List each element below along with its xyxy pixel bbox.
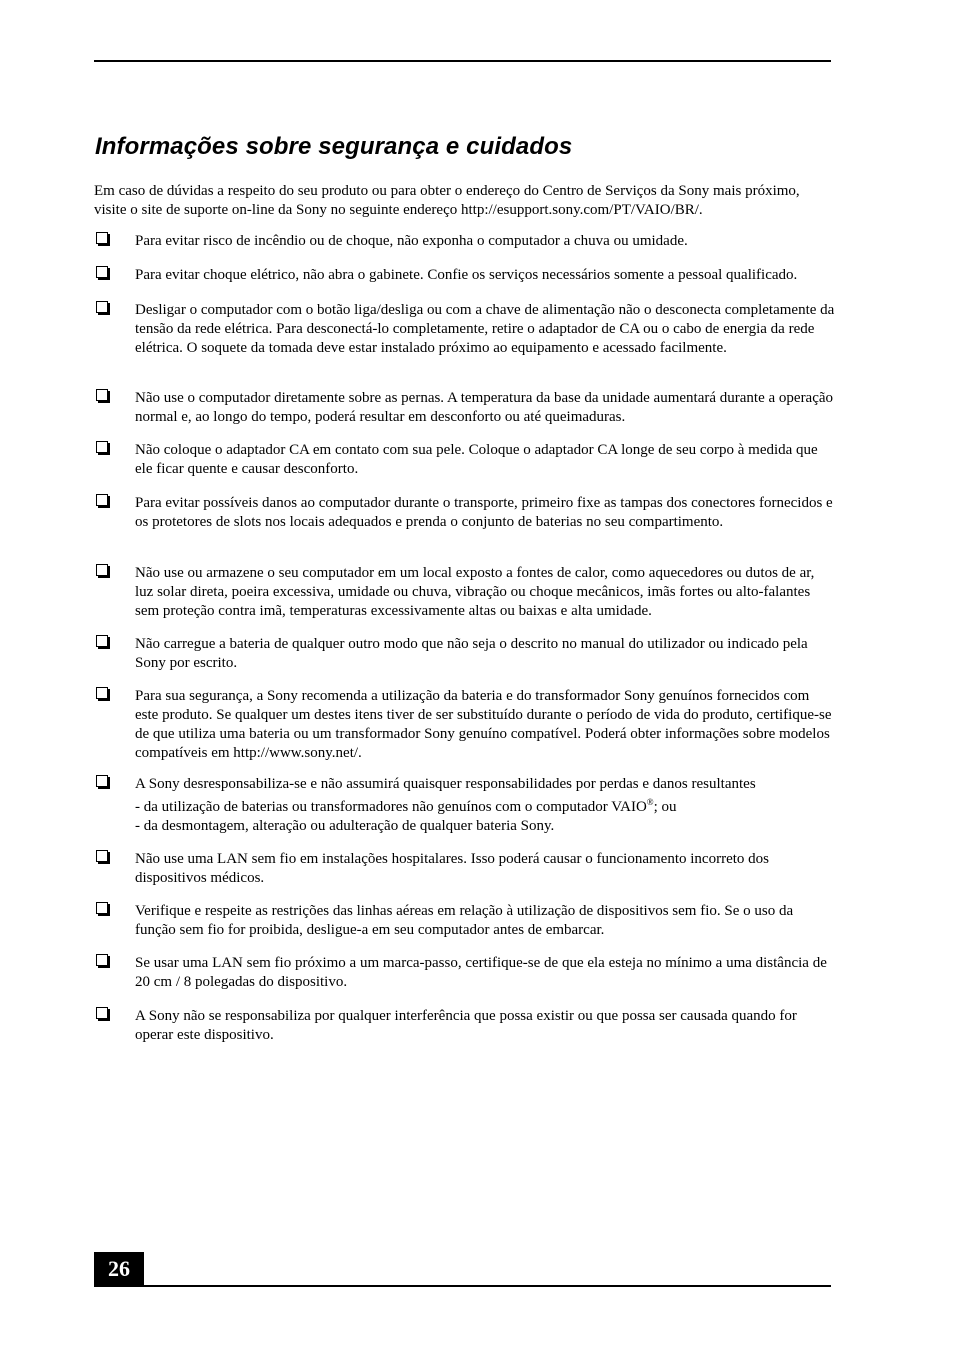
checkbox-bullet-icon [96,850,108,862]
page-title: Informações sobre segurança e cuidados [95,133,573,160]
checkbox-bullet-icon [96,232,108,244]
list-item-text: Se usar uma LAN sem fio próximo a um marca-passo, certifique-se de que ela esteja no mínimo a uma distância de 20 cm / 8 polegadas do dispositivo. [135,955,827,990]
checkbox-bullet-icon [96,301,108,313]
list-item-text: Para evitar possíveis danos ao computador durante o transporte, primeiro fixe as tampas dos conectores fornecidos e os protetores de slots nos locais adequados e prenda o conjunto de baterias no seu compartimento. [135,495,833,530]
registered-mark: ® [646,797,654,807]
checkbox-bullet-icon [96,1007,108,1019]
checkbox-bullet-icon [96,564,108,576]
intro-paragraph: Em caso de dúvidas a respeito do seu produto ou para obter o endereço do Centro de Serviços da Sony mais próximo, visite o site de suporte on-line da Sony no seguinte endereço http://esupport.sony.com/PT/VAIO/BR/. [94,183,800,218]
list-item-text: Para evitar choque elétrico, não abra o gabinete. Confie os serviços necessários somente a pessoal qualificado. [135,267,798,283]
list-item-text: Não coloque o adaptador CA em contato com sua pele. Coloque o adaptador CA longe de seu corpo à medida que ele ficar quente e causar desconforto. [135,442,818,477]
list-item-text: Desligar o computador com o botão liga/desliga ou com a chave de alimentação não o desconecta completamente da tensão da rede elétrica. Para desconectá-lo completamente, retire o adaptador de CA ou o cabo de energia da rede elétrica. O soquete da tomada deve estar instalado próximo ao equipamento e acessado facilmente. [135,302,835,356]
list-item-text: Não use o computador diretamente sobre as pernas. A temperatura da base da unidade aumentará durante a operação normal e, ao longo do tempo, poderá resultar em desconforto ou até queimaduras. [135,390,834,425]
vaio-line-2-text: - da utilização de baterias ou transformadores não genuínos com o computador VAIO [135,799,647,815]
checkbox-bullet-icon [96,687,108,699]
list-item-text: Não use uma LAN sem fio em instalações hospitalares. Isso poderá causar o funcionamento incorreto dos dispositivos médicos. [135,851,769,886]
checkbox-bullet-icon [96,635,108,647]
footer-rule [94,1285,831,1287]
list-item-text: Não carregue a bateria de qualquer outro modo que não seja o descrito no manual do utilizador ou indicado pela Sony por escrito. [135,636,808,671]
page-number: 26 [94,1252,144,1286]
list-item-text: A Sony não se responsabiliza por qualquer interferência que possa existir ou que possa ser causada quando for operar este dispositivo. [135,1008,797,1043]
list-item-text: Verifique e respeite as restrições das linhas aéreas em relação à utilização de dispositivos sem fio. Se o uso da função sem fio for proibida, desligue-a em seu computador antes de embarcar. [135,903,794,938]
list-item-text [135,775,835,836]
vaio-item-line-3: - da desmontagem, alteração ou adulteração de qualquer bateria Sony. [135,818,555,834]
header-rule [94,60,831,62]
checkbox-bullet-icon [96,266,108,278]
checkbox-bullet-icon [96,494,108,506]
checkbox-bullet-icon [96,775,108,787]
vaio-line-2-suffix: ; ou [653,799,677,815]
checkbox-bullet-icon [96,389,108,401]
list-item-text: Não use ou armazene o seu computador em um local exposto a fontes de calor, como aquecedores ou dutos de ar, luz solar direta, poeira excessiva, umidade ou chuva, vibração ou choque mecânicos, imãs fortes ou alto-falantes sem proteção contra imã, temperaturas excessivamente altas ou baixas e alta umidade. [135,565,815,619]
checkbox-bullet-icon [96,441,108,453]
checkbox-bullet-icon [96,902,108,914]
list-item-text: Para evitar risco de incêndio ou de choque, não exponha o computador a chuva ou umidade. [135,233,688,249]
vaio-item-line-1: A Sony desresponsabiliza-se e não assumirá quaisquer responsabilidades por perdas e danos resultantes [135,776,756,792]
checkbox-bullet-icon [96,954,108,966]
vaio-item-line-2 [135,798,835,817]
list-item-text: Para sua segurança, a Sony recomenda a utilização da bateria e do transformador Sony genuínos fornecidos com este produto. Se qualquer um destes itens tiver de ser substituído durante o período de vida do produto, certifique-se de que utiliza uma bateria ou um transformador Sony genuíno compatível. Poderá obter informações sobre modelos compatíveis em http://www.sony.net/. [135,688,832,761]
